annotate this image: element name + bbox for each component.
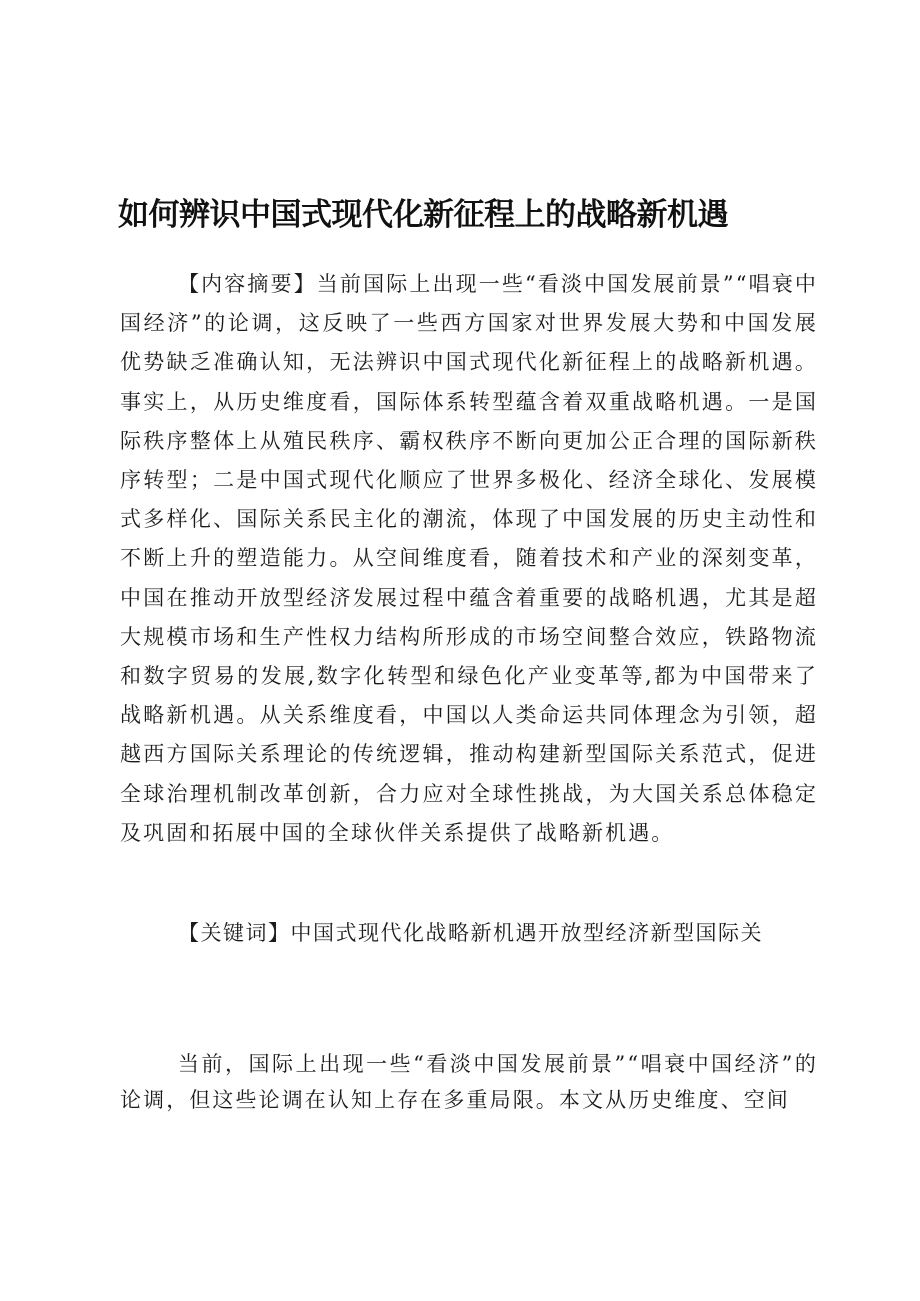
keywords-line: 【关键词】中国式现代化战略新机遇开放型经济新型国际关 xyxy=(178,921,763,945)
body-paragraph: 当前，国际上出现一些“看淡中国发展前景”“唱衰中国经济”的论调，但这些论调在认知上存在多重局限。本文从历史维度、空间 xyxy=(120,1052,818,1112)
abstract-paragraph: 【内容摘要】当前国际上出现一些“看淡中国发展前景”“唱衰中国经济”的论调，这反映了一些西方国家对世界发展大势和中国发展优势缺乏准确认知，无法辨识中国式现代化新征程上的战略新机遇。事实上，从历史维度看，国际体系转型蕴含着双重战略机遇。一是国际秩序整体上从殖民秩序、霸权秩序不断向更加公正合理的国际新秩序转型；二是中国式现代化顺应了世界多极化、经济全球化、发展模式多样化、国际关系民主化的潮流，体现了中国发展的历史主动性和不断上升的塑造能力。从空间维度看，随着技术和产业的深刻变革，中国在推动开放型经济发展过程中蕴含着重要的战略机遇，尤其是超大规模市场和生产性权力结构所形成的市场空间整合效应，铁路物流和数字贸易的发展,数字化转型和绿色化产业变革等,都为中国带来了战略新机遇。从关系维度看，中国以人类命运共同体理念为引领，超越西方国际关系理论的传统逻辑，推动构建新型国际关系范式，促进全球治理机制改革创新，合力应对全球性挑战，为大国关系总体稳定及巩固和拓展中国的全球伙伴关系提供了战略新机遇。 xyxy=(120,272,818,845)
document-title: 如何辨识中国式现代化新征程上的战略新机遇 xyxy=(118,196,728,233)
